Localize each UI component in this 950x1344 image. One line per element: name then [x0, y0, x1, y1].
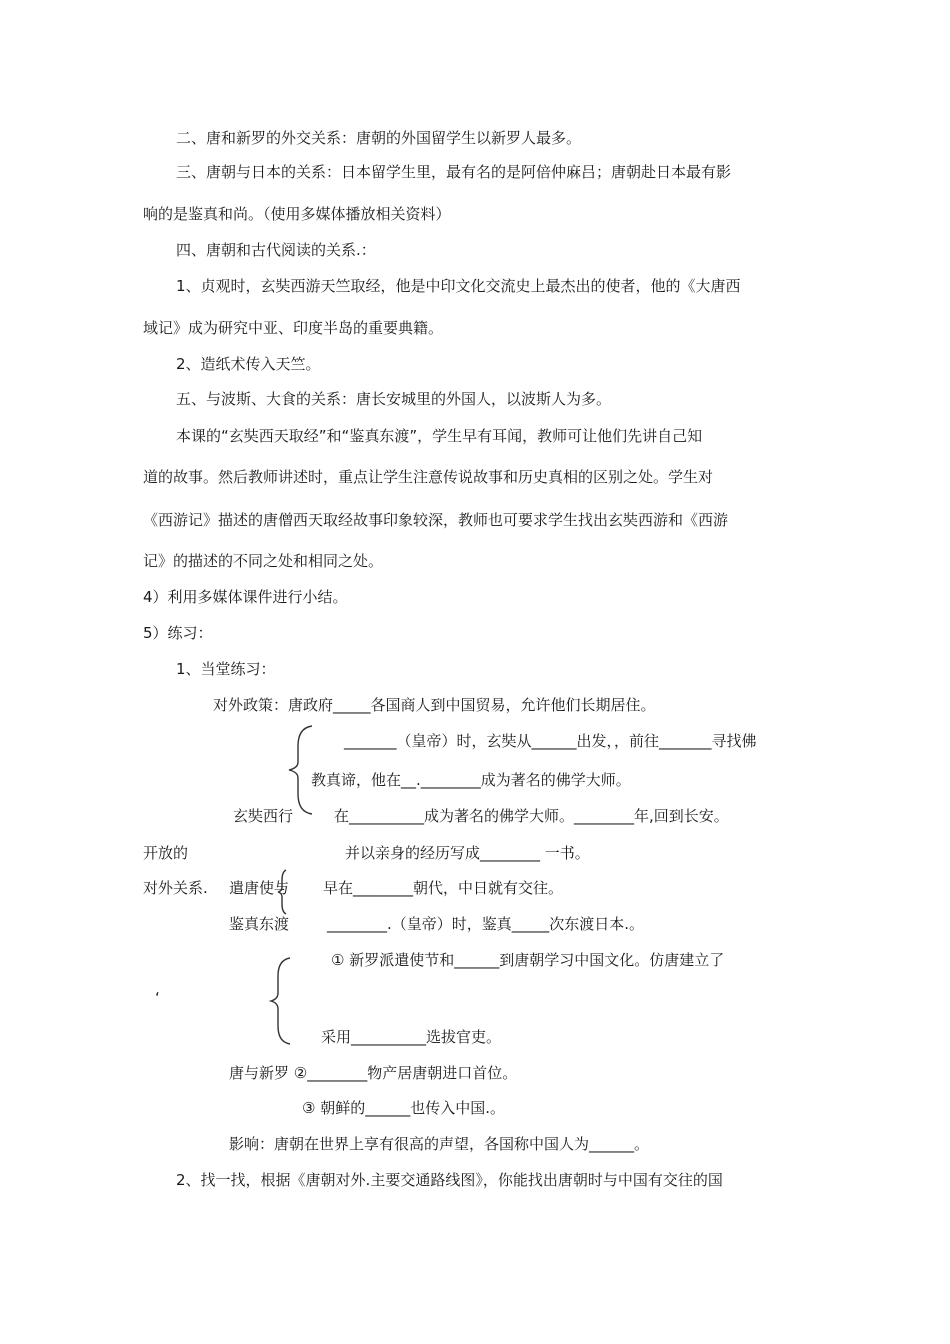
text-line: 并以亲身的经历写成________ 一书。 — [345, 844, 590, 862]
text-line: 五、与波斯、大食的关系：唐长安城里的外国人，以波斯人为多。 — [176, 390, 612, 408]
text-line: 二、唐和新罗的外交关系：唐朝的外国留学生以新罗人最多。 — [176, 129, 582, 147]
text-line: ③ 朝鲜的______也传入中国.。 — [302, 1099, 505, 1117]
text-line: _______（皇帝）时，玄奘从______出发，，前往_______寻找佛 — [344, 732, 757, 750]
brace-silla — [268, 956, 294, 1046]
text-line: 遣唐使与 — [229, 879, 290, 897]
text-line: 1、当堂练习： — [176, 660, 276, 678]
text-line: 影响：唐朝在世界上享有很高的声望，各国称中国人为______。 — [229, 1135, 650, 1153]
text-line: 采用__________选拔官吏。 — [321, 1028, 502, 1046]
text-line: ① 新罗派遣使节和______到唐朝学习中国文化。仿唐建立了 — [331, 951, 725, 969]
text-line: ‘ — [155, 989, 160, 1007]
text-line: 1、贞观时，玄奘西游天竺取经，他是中印文化交流史上最杰出的使者，他的《大唐西 — [176, 277, 741, 295]
text-line: 在__________成为著名的佛学大师。________年,回到长安。 — [334, 807, 729, 825]
text-line: 早在________朝代，中日就有交往。 — [323, 879, 564, 897]
text-line: 4）利用多媒体课件进行小结。 — [143, 588, 348, 606]
text-line: 鉴真东渡 — [229, 915, 290, 933]
text-line: 5）练习： — [143, 624, 213, 642]
text-line: 开放的 — [143, 844, 189, 862]
text-line: 本课的“玄奘西天取经”和“鉴真东渡”，学生早有耳闻，教师可让他们先讲自己知 — [176, 427, 703, 445]
text-line: 2、找一找，根据《唐朝对外.主要交通路线图》，你能找出唐朝时与中国有交往的国 — [176, 1171, 723, 1189]
text-line: 记》的描述的不同之处和相同之处。 — [143, 552, 384, 570]
text-line: 2、造纸术传入天竺。 — [176, 355, 321, 373]
text-line: ________.（皇帝）时，鉴真_____次东渡日本.。 — [327, 915, 645, 933]
text-line: 对外关系. — [143, 879, 208, 897]
text-line: 《西游记》描述的唐僧西天取经故事印象较深，教师也可要求学生找出玄奘西游和《西游 — [143, 511, 729, 529]
text-line: 响的是鉴真和尚。（使用多媒体播放相关资料） — [143, 205, 451, 223]
text-line: 对外政策：唐政府_____各国商人到中国贸易，允许他们长期居住。 — [213, 696, 656, 714]
text-line: 四、唐朝和古代阅读的关系.： — [176, 241, 376, 259]
text-line: 唐与新罗 ②________物产居唐朝进口首位。 — [229, 1064, 518, 1082]
text-line: 玄奘西行 — [233, 807, 294, 825]
text-line: 教真谛，他在__.________成为著名的佛学大师。 — [311, 771, 631, 789]
text-line: 三、唐朝与日本的关系：日本留学生里，最有名的是阿倍仲麻吕；唐朝赴日本最有影 — [176, 163, 732, 181]
text-line: 域记》成为研究中亚、印度半岛的重要典籍。 — [143, 319, 444, 337]
text-line: 道的故事。然后教师讲述时，重点让学生注意传说故事和历史真相的区别之处。学生对 — [143, 468, 714, 486]
